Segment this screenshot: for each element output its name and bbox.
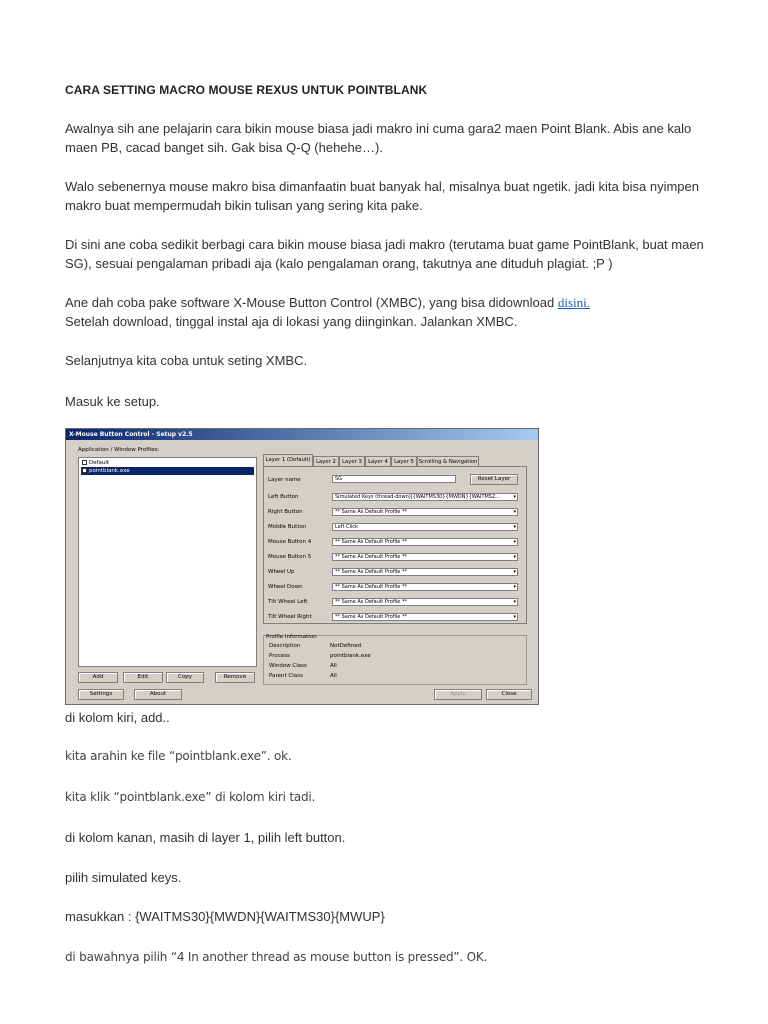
profile-item-pointblank[interactable]: [81, 467, 254, 475]
dropdown-arrow-icon: ▾: [513, 584, 516, 590]
profiles-list[interactable]: [78, 457, 257, 667]
paragraph-sharing: Di sini ane coba sedikit berbagi cara bikin mouse biasa jadi makro (terutama buat game PointBlank, buat maen SG), sesuai pengalaman pribadi aja (kalo pengalaman orang, takutnya ane dituduh plagiat. ;P ): [65, 237, 704, 271]
dropdown-arrow-icon: ▾: [513, 554, 516, 560]
row-label: Middle Button: [268, 524, 307, 530]
row-label: Tilt Wheel Right: [268, 614, 312, 620]
reset-layer-button[interactable]: Reset Layer: [470, 474, 518, 485]
step-enter-keys: masukkan : {WAITMS30}{MWDN}{WAITMS30}{MWUP}: [65, 909, 385, 924]
info-label: Description: [269, 643, 301, 649]
row-label: Wheel Down: [268, 584, 303, 590]
download-text: Ane dah coba pake software X-Mouse Button Control (XMBC), yang bisa didownload: [65, 295, 558, 310]
xmbc-screenshot: [65, 428, 539, 705]
tab-layer-1[interactable]: Layer 1 (Default): [263, 454, 313, 466]
step-click-profile: kita klik “pointblank.exe” di kolom kiri tadi.: [65, 790, 316, 804]
step-left-button: di kolom kanan, masih di layer 1, pilih left button.: [65, 830, 346, 845]
paragraph-download: [65, 293, 715, 331]
step-thread-option: di bawahnya pilih “4 In another thread as mouse button is pressed”. OK.: [65, 950, 488, 964]
article-title: CARA SETTING MACRO MOUSE REXUS UNTUK POINTBLANK: [65, 83, 428, 97]
tilt-wheel-right-select[interactable]: [332, 613, 518, 621]
select-value: ** Same As Default Profile **: [335, 554, 407, 560]
step-add: di kolom kiri, add..: [65, 710, 170, 725]
dropdown-arrow-icon: ▾: [513, 539, 516, 545]
profile-label: pointblank.exe: [89, 468, 130, 474]
left-button-select[interactable]: [332, 493, 518, 501]
middle-button-select[interactable]: [332, 523, 518, 531]
row-label: Left Button: [268, 494, 299, 500]
tab-layer-2[interactable]: Layer 2: [313, 456, 339, 466]
tab-scrolling-navigation[interactable]: Scrolling & Navigation: [417, 456, 479, 466]
about-button[interactable]: About: [134, 689, 182, 700]
layer-name-label: Layer name: [268, 477, 301, 483]
dropdown-arrow-icon: ▾: [513, 614, 516, 620]
tilt-wheel-left-select[interactable]: [332, 598, 518, 606]
download-link[interactable]: disini.: [557, 295, 590, 310]
right-button-select[interactable]: [332, 508, 518, 516]
paragraph-intro: Awalnya sih ane pelajarin cara bikin mouse biasa jadi makro ini cuma gara2 maen Point Blank. Abis ane kalo maen PB, cacad banget sih. Gak bisa Q-Q (hehehe…).: [65, 121, 692, 155]
paragraph-enter-setup: Masuk ke setup.: [65, 394, 160, 409]
copy-button[interactable]: Copy: [166, 672, 204, 683]
info-value: All: [330, 663, 337, 669]
tab-layer-5[interactable]: Layer 5: [391, 456, 417, 466]
profile-info-heading: Profile Information: [266, 634, 317, 640]
info-label: Window Class: [269, 663, 307, 669]
install-text: Setelah download, tinggal instal aja di lokasi yang diinginkan. Jalankan XMBC.: [65, 314, 518, 329]
info-value: pointblank.exe: [330, 653, 371, 659]
row-label: Tilt Wheel Left: [268, 599, 308, 605]
select-value: ** Same As Default Profile **: [335, 569, 407, 575]
info-label: Parent Class: [269, 673, 303, 679]
mouse-button-5-select[interactable]: [332, 553, 518, 561]
checkbox-icon[interactable]: [82, 468, 87, 473]
wheel-up-select[interactable]: [332, 568, 518, 576]
row-label: Right Button: [268, 509, 303, 515]
select-value: Left Click: [335, 524, 358, 530]
checkbox-icon[interactable]: [82, 460, 87, 465]
step-select-file: kita arahin ke file “pointblank.exe”. ok.: [65, 749, 292, 763]
info-value: NotDefined: [330, 643, 362, 649]
paragraph-setup-intro: Selanjutnya kita coba untuk seting XMBC.: [65, 353, 308, 368]
row-label: Wheel Up: [268, 569, 295, 575]
dropdown-arrow-icon: ▾: [513, 569, 516, 575]
select-value: Simulated Keys (thread-down)[{WAITMS30}{MWDN}{WAITMS2...: [335, 494, 500, 500]
select-value: ** Same As Default Profile **: [335, 539, 407, 545]
remove-button[interactable]: Remove: [215, 672, 255, 683]
info-value: All: [330, 673, 337, 679]
edit-button[interactable]: Edit: [123, 672, 163, 683]
dropdown-arrow-icon: ▾: [513, 524, 516, 530]
close-button[interactable]: Close: [486, 689, 532, 700]
profile-item-default[interactable]: [81, 459, 254, 467]
dropdown-arrow-icon: ▾: [513, 509, 516, 515]
info-label: Process: [269, 653, 290, 659]
row-label: Mouse Button 4: [268, 539, 312, 545]
window-title: X-Mouse Button Control - Setup v2.5: [66, 429, 538, 440]
select-value: ** Same As Default Profile **: [335, 614, 407, 620]
step-simulated-keys: pilih simulated keys.: [65, 870, 182, 885]
select-value: ** Same As Default Profile **: [335, 599, 407, 605]
row-label: Mouse Button 5: [268, 554, 312, 560]
dropdown-arrow-icon: ▾: [513, 599, 516, 605]
select-value: ** Same As Default Profile **: [335, 509, 407, 515]
apply-button[interactable]: Apply: [434, 689, 482, 700]
settings-button[interactable]: Settings: [78, 689, 124, 700]
profiles-label: Application / Window Profiles:: [78, 447, 160, 453]
dropdown-arrow-icon: ▾: [513, 494, 516, 500]
wheel-down-select[interactable]: [332, 583, 518, 591]
mouse-button-4-select[interactable]: [332, 538, 518, 546]
tab-layer-3[interactable]: Layer 3: [339, 456, 365, 466]
tab-layer-4[interactable]: Layer 4: [365, 456, 391, 466]
paragraph-purpose: Walo sebenernya mouse makro bisa dimanfaatin buat banyak hal, misalnya buat ngetik. jadi kita bisa nyimpen makro buat mempermudah bikin tulisan yang sering kita pake.: [65, 179, 699, 213]
profile-label: Default: [89, 460, 110, 466]
layer-name-field[interactable]: SG: [332, 475, 456, 483]
select-value: ** Same As Default Profile **: [335, 584, 407, 590]
add-button[interactable]: Add: [78, 672, 118, 683]
